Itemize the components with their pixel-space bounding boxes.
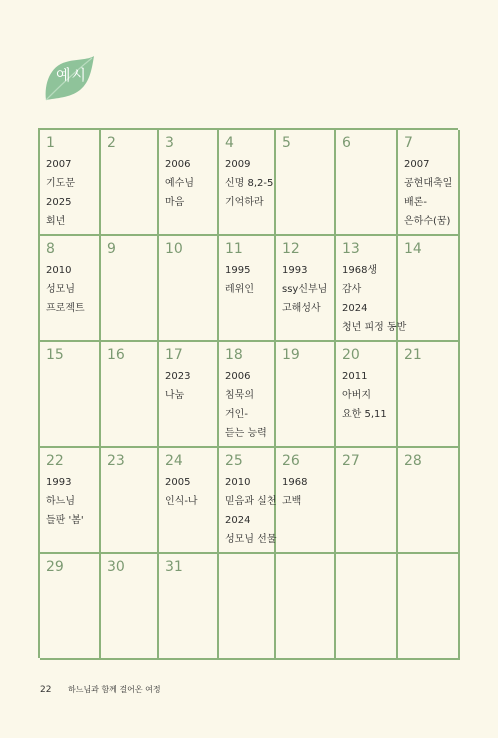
day-number: 4 — [225, 135, 234, 151]
calendar-cell — [276, 342, 336, 448]
calendar-cell — [101, 130, 159, 236]
entry-line: 1993 — [282, 265, 308, 276]
entry-line: 들판 '봄' — [46, 515, 84, 526]
entry-line: 프로젝트 — [46, 303, 85, 314]
day-number: 31 — [165, 559, 183, 575]
calendar-cell — [336, 130, 398, 236]
day-number: 16 — [107, 347, 125, 363]
entry-lines — [165, 367, 212, 405]
entry-line: 청년 피정 동반 — [342, 322, 407, 333]
entry-lines — [46, 155, 94, 231]
calendar-cell — [276, 236, 336, 342]
entry-line: 2005 — [165, 477, 191, 488]
calendar-cell — [159, 342, 219, 448]
entry-line: 인식-나 — [165, 496, 198, 507]
entry-line: 배론- — [404, 197, 427, 208]
entry-line: 예수님 — [165, 178, 194, 189]
day-number: 24 — [165, 453, 183, 469]
calendar-cell — [219, 554, 276, 660]
calendar-cell — [40, 342, 101, 448]
calendar-cell — [336, 448, 398, 554]
entry-line: 2010 — [225, 477, 251, 488]
day-number: 5 — [282, 135, 291, 151]
calendar-cell — [219, 448, 276, 554]
calendar-cell — [159, 130, 219, 236]
calendar-cell — [40, 554, 101, 660]
entry-lines — [225, 155, 274, 212]
page-number: 22 — [40, 685, 52, 695]
entry-line: 레위인 — [225, 284, 254, 295]
entry-lines — [165, 473, 212, 511]
day-number: 8 — [46, 241, 55, 257]
day-number: 3 — [165, 135, 174, 151]
calendar-grid — [38, 128, 458, 658]
day-number: 15 — [46, 347, 64, 363]
entry-line: 2024 — [342, 303, 368, 314]
calendar-cell — [336, 554, 398, 660]
calendar-cell — [159, 448, 219, 554]
entry-lines — [165, 155, 212, 212]
entry-line: 2010 — [46, 265, 72, 276]
day-number: 19 — [282, 347, 300, 363]
calendar-cell — [101, 448, 159, 554]
day-number: 7 — [404, 135, 413, 151]
page-footer — [40, 684, 161, 695]
entry-line: 나눔 — [165, 390, 185, 401]
day-number: 18 — [225, 347, 243, 363]
calendar-cell — [159, 236, 219, 342]
day-number: 22 — [46, 453, 64, 469]
calendar-cell — [219, 130, 276, 236]
entry-line: 1968생 — [342, 265, 378, 276]
entry-line: 고백 — [282, 496, 302, 507]
page-title: 예시 — [56, 66, 87, 84]
entry-line: 2025 — [46, 197, 72, 208]
entry-line: 2011 — [342, 371, 368, 382]
entry-line: 기도문 — [46, 178, 75, 189]
day-number: 20 — [342, 347, 360, 363]
entry-line: 1968 — [282, 477, 308, 488]
entry-line: 침묵의 — [225, 390, 254, 401]
day-number: 13 — [342, 241, 360, 257]
entry-line: 마음 — [165, 197, 185, 208]
calendar-cell — [398, 130, 460, 236]
entry-lines — [225, 367, 269, 443]
day-number: 26 — [282, 453, 300, 469]
calendar-cell — [159, 554, 219, 660]
calendar-cell — [219, 236, 276, 342]
entry-line: 아버지 — [342, 390, 371, 401]
calendar-cell — [336, 342, 398, 448]
entry-line: 성모님 선물 — [225, 534, 277, 545]
entry-line: 2006 — [225, 371, 251, 382]
entry-line: ssy신부님 — [282, 284, 328, 295]
calendar-cell — [398, 236, 460, 342]
entry-line: 2006 — [165, 159, 191, 170]
entry-line: 기억하라 — [225, 197, 264, 208]
book-title: 하느님과 함께 걸어온 여정 — [68, 685, 161, 694]
day-number: 11 — [225, 241, 243, 257]
calendar-cell — [101, 236, 159, 342]
entry-line: 2009 — [225, 159, 251, 170]
calendar-cell — [40, 130, 101, 236]
entry-lines — [225, 473, 277, 549]
calendar-cell — [276, 130, 336, 236]
day-number: 25 — [225, 453, 243, 469]
calendar-cell — [101, 342, 159, 448]
entry-lines — [225, 261, 269, 299]
day-number: 30 — [107, 559, 125, 575]
day-number: 17 — [165, 347, 183, 363]
entry-line: 2023 — [165, 371, 191, 382]
calendar-cell — [398, 448, 460, 554]
entry-lines — [342, 367, 391, 424]
entry-line: 요한 5,11 — [342, 409, 387, 420]
entry-lines — [46, 473, 94, 530]
entry-line: 회년 — [46, 216, 66, 227]
calendar-cell — [219, 342, 276, 448]
day-number: 9 — [107, 241, 116, 257]
entry-line: 믿음과 실천 — [225, 496, 277, 507]
entry-lines — [282, 261, 329, 318]
entry-line: 감사 — [342, 284, 362, 295]
calendar-cell — [276, 448, 336, 554]
entry-lines — [282, 473, 329, 511]
day-number: 27 — [342, 453, 360, 469]
entry-line: 공현대축일 — [404, 178, 453, 189]
entry-lines — [404, 155, 453, 231]
entry-line: 1995 — [225, 265, 251, 276]
calendar-cell — [398, 554, 460, 660]
day-number: 29 — [46, 559, 64, 575]
calendar-cell — [101, 554, 159, 660]
calendar-cell — [276, 554, 336, 660]
entry-line: 2024 — [225, 515, 251, 526]
day-number: 1 — [46, 135, 55, 151]
entry-line: 1993 — [46, 477, 72, 488]
entry-line: 하느님 — [46, 496, 75, 507]
day-number: 14 — [404, 241, 422, 257]
day-number: 23 — [107, 453, 125, 469]
entry-line: 2007 — [404, 159, 430, 170]
day-number: 2 — [107, 135, 116, 151]
day-number: 6 — [342, 135, 351, 151]
day-number: 10 — [165, 241, 183, 257]
calendar-cell — [336, 236, 407, 342]
entry-line: 2007 — [46, 159, 72, 170]
entry-line: 듣는 능력 — [225, 428, 267, 439]
entry-line: 성모님 — [46, 284, 75, 295]
day-number: 21 — [404, 347, 422, 363]
day-number: 28 — [404, 453, 422, 469]
calendar-cell — [40, 236, 101, 342]
calendar-cell — [398, 342, 460, 448]
day-number: 12 — [282, 241, 300, 257]
entry-lines — [342, 261, 407, 337]
entry-lines — [46, 261, 94, 318]
entry-line: 신명 8,2-5 — [225, 178, 274, 189]
entry-line: 거인- — [225, 409, 248, 420]
calendar-cell — [40, 448, 101, 554]
entry-line: 고해성사 — [282, 303, 321, 314]
entry-line: 은하수(꿈) — [404, 216, 451, 227]
